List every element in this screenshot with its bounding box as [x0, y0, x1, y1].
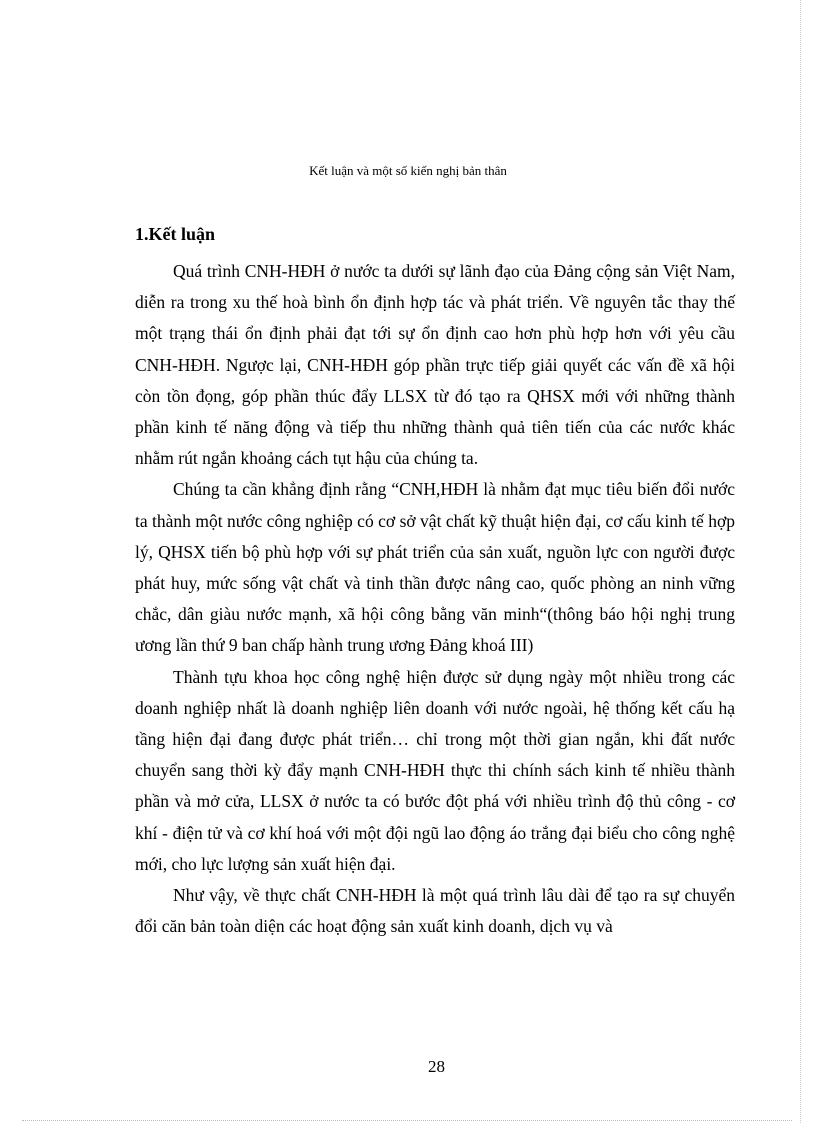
paragraph: Quá trình CNH-HĐH ở nước ta dưới sự lãnh đạo của Đảng cộng sản Việt Nam, diễn ra trong xu thế hoà bình ổn định hợp tác và phát triển. Về nguyên tắc thay thế một trạng thái ổn định phải đạt tới sự ổn định cao hơn phù hợp hơn với yêu cầu CNH-HĐH. Ngược lại, CNH-HĐH góp phần trực tiếp giải quyết các vấn đề xã hội còn tồn đọng, góp phần thúc đẩy LLSX từ đó tạo ra QHSX mới với những thành phần kinh tế năng động và tiếp thu những thành quả tiên tiến của các nước khác nhằm rút ngắn khoảng cách tụt hậu của chúng ta.	[135, 261, 735, 469]
paragraph: Chúng ta cần khẳng định rằng “CNH,HĐH là nhằm đạt mục tiêu biến đổi nước ta thành một nước công nghiệp có cơ sở vật chất kỹ thuật hiện đại, cơ cấu kinh tế hợp lý, QHSX tiến bộ phù hợp với sự phát triển của sản xuất, nguồn lực con người được phát huy, mức sống vật chất và tinh thần được nâng cao, quốc phòng an ninh vững chắc, dân giàu nước mạnh, xã hội công bằng văn minh“(thông báo hội nghị trung ương lần thứ 9 ban chấp hành trung ương Đảng khoá III)	[135, 479, 735, 656]
section-heading: 1.Kết luận	[135, 224, 216, 244]
page-number: 28	[428, 1057, 445, 1076]
page-bottom-border	[22, 1120, 792, 1121]
paragraph: Như vậy, về thực chất CNH-HĐH là một quá trình lâu dài để tạo ra sự chuyển đổi căn bản toàn diện các hoạt động sản xuất kinh doanh, dịch vụ và	[135, 885, 735, 937]
page-header: Kết luận và một số kiến nghị bản thân	[309, 163, 507, 178]
paragraph: Thành tựu khoa học công nghệ hiện được sử dụng ngày một nhiều trong các doanh nghiệp nhất là doanh nghiệp liên doanh với nước ngoài, hệ thống kết cấu hạ tầng hiện đại đang được phát triển… chỉ trong một thời gian ngắn, khi đất nước chuyển sang thời kỳ đẩy mạnh CNH-HĐH thực thi chính sách kinh tế nhiều thành phần và mở cửa, LLSX ở nước ta có bước đột phá với nhiều trình độ thủ công - cơ khí - điện tử và cơ khí hoá với một đội ngũ lao động áo trắng đại biểu cho công nghệ mới, cho lực lượng sản xuất hiện đại.	[135, 666, 735, 874]
page-right-border	[800, 0, 801, 1123]
body-text	[135, 256, 735, 942]
